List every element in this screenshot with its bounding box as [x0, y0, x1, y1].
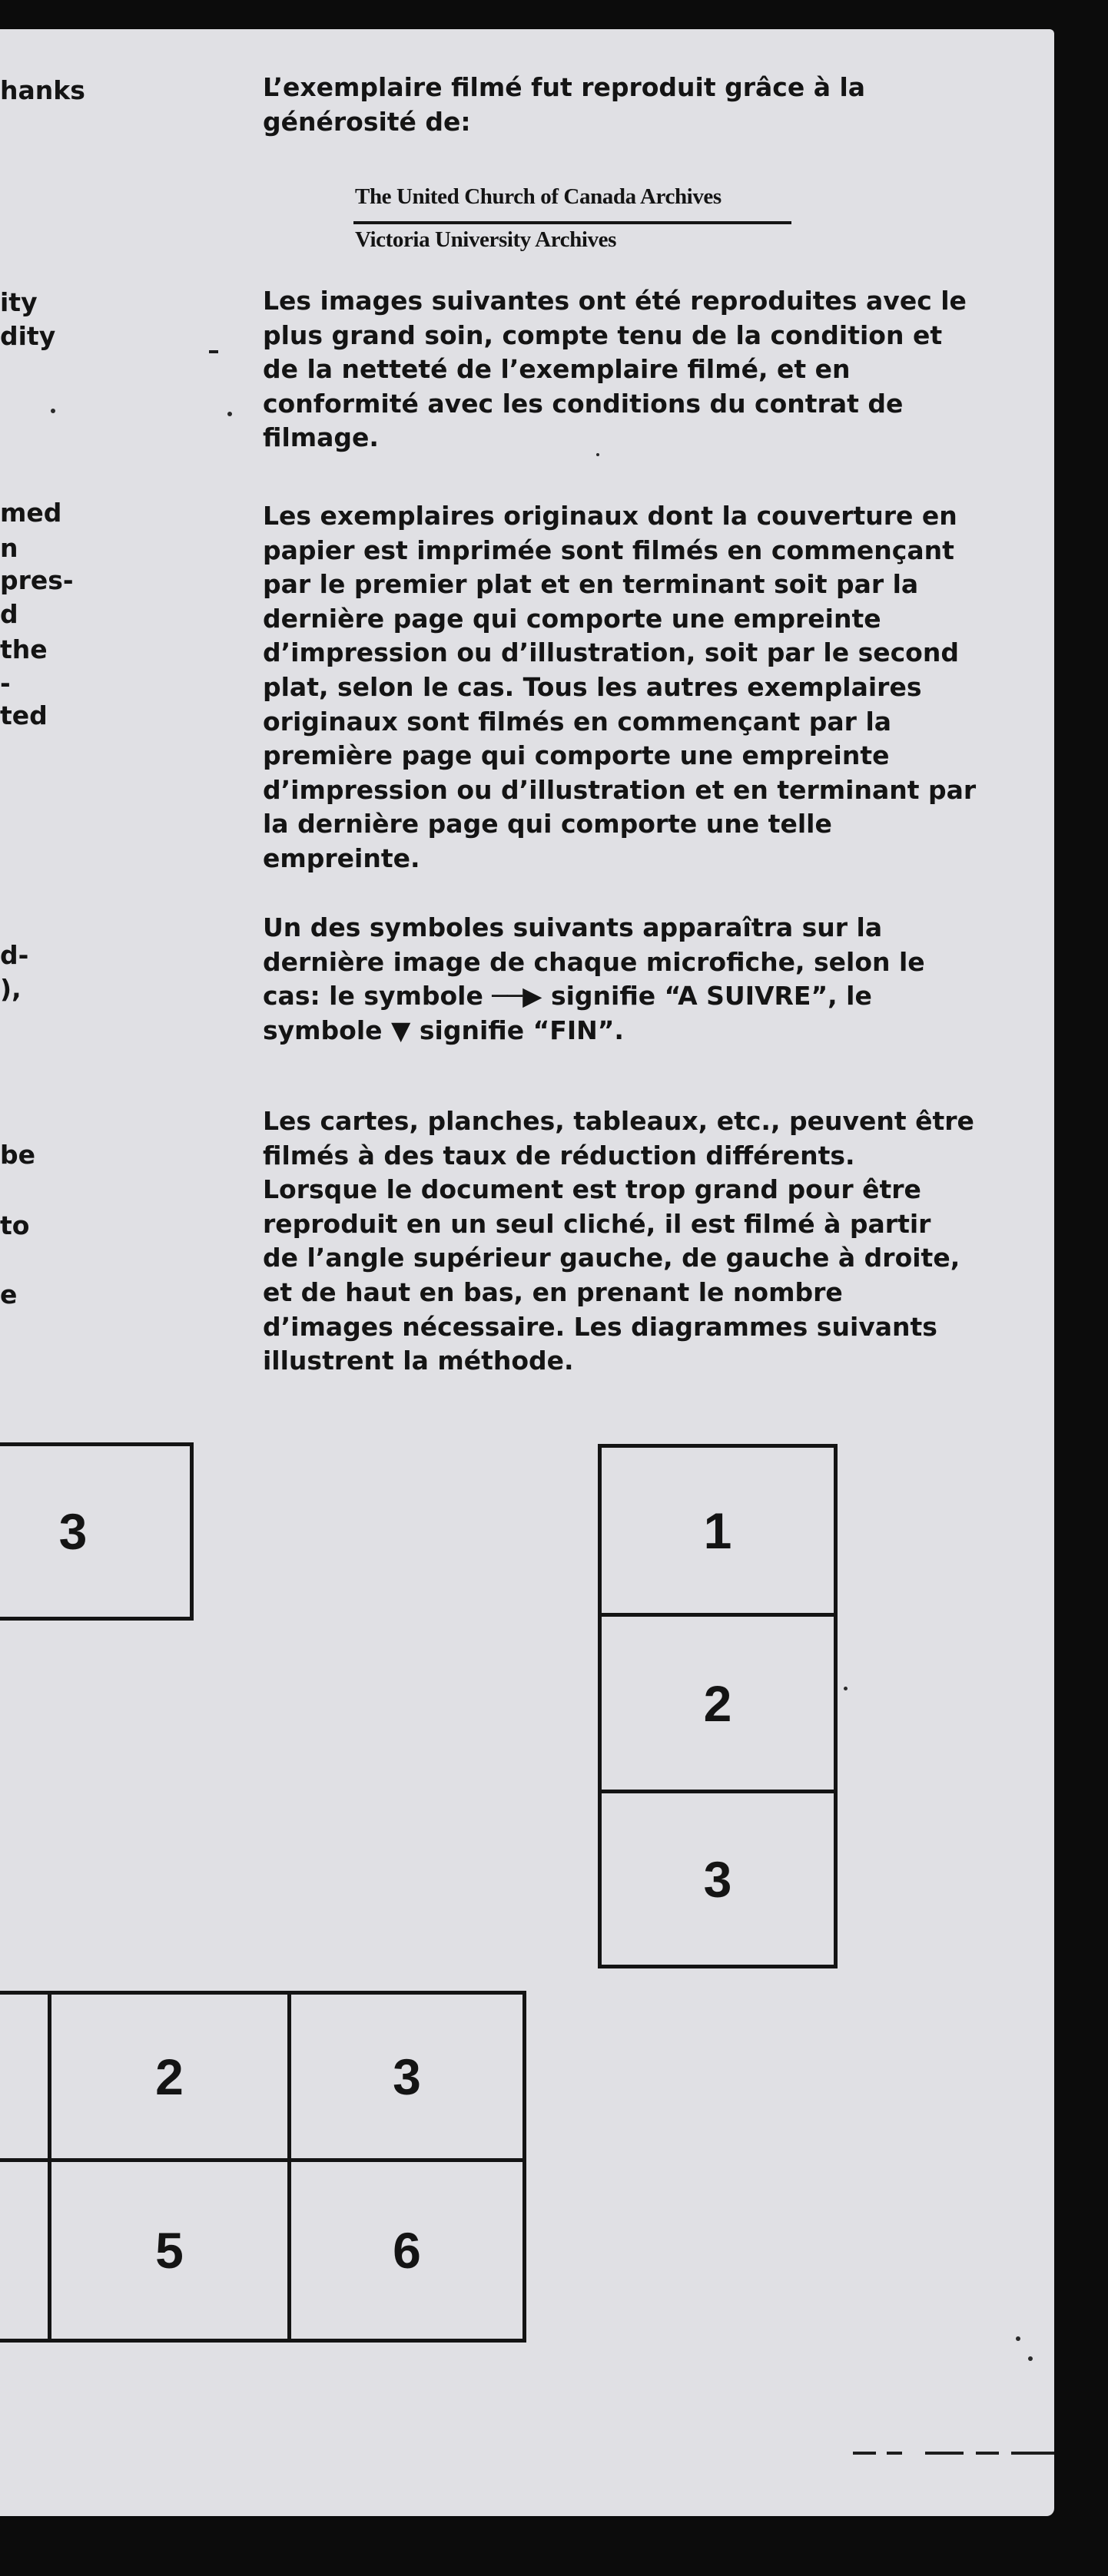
scan-artifact: [51, 409, 55, 413]
cropped-english-column: [0, 29, 100, 1412]
diagram-frame-number: 1: [703, 1502, 732, 1559]
diagram-frame-number: 2: [703, 1674, 732, 1732]
credit-divider: [353, 221, 791, 224]
left-fragment-text: ted: [0, 700, 48, 730]
left-fragment-text: d: [0, 599, 18, 629]
diagram-frame-number: 3: [393, 2048, 421, 2105]
intro-text: L’exemplaire filmé fut reproduit grâce à la générosité de:: [263, 72, 866, 137]
scan-artifact: [887, 2452, 902, 2455]
left-fragment-text: dity: [0, 321, 56, 351]
left-fragment-text: ),: [0, 974, 22, 1004]
paragraph-maps-method: Les cartes, planches, tableaux, etc., peuvent être filmés à des taux de réduction différents. Lorsque le document est trop grand pour être reproduit en un seul cliché, il est filmé à partir de l’angle supérieur gauche, de gauche à droite, et de haut en bas, en prenant le nombre d’images nécessaire. Les diagrammes suivants illustrent la méthode.: [263, 1106, 974, 1376]
microfiche-target-page: [0, 29, 1054, 2516]
diagram-frame-number: 3: [703, 1850, 732, 1908]
scan-artifact: [844, 1687, 848, 1690]
scan-artifact: [1011, 2452, 1054, 2455]
credit-line-church: The United Church of Canada Archives: [355, 184, 722, 209]
scan-artifact: [1028, 2356, 1033, 2361]
credit-line-university: Victoria University Archives: [355, 227, 616, 252]
left-fragment-text: med: [0, 498, 62, 528]
left-fragment-text: hanks: [0, 75, 85, 105]
scan-artifact: [209, 350, 218, 353]
left-fragment-text: e: [0, 1280, 18, 1310]
diagram-frame-number: 2: [155, 2048, 184, 2105]
left-fragment-text: d-: [0, 940, 29, 970]
paragraph-originals: Les exemplaires originaux dont la couverture en papier est imprimée sont filmés en commençant par le premier plat et en terminant soit par la dernière page qui comporte une empreinte d’impression ou d’illustration, soit par le second plat, selon le cas. Tous les autres exemplaires originaux sont filmés en commençant par la première page qui comporte une empreinte d’impression ou d’illustration et en terminant par la dernière page qui comporte une telle empreinte.: [263, 501, 977, 873]
scan-artifact: [925, 2452, 964, 2455]
scan-artifact: [227, 412, 232, 416]
left-fragment-text: be: [0, 1140, 36, 1170]
diagram-frame-number: 6: [393, 2222, 421, 2279]
scan-artifact: [976, 2452, 999, 2455]
paragraph-conditions: Les images suivantes ont été reproduites avec le plus grand soin, compte tenu de la condition et de la netteté de l’exemplaire filmé, et en conformité avec les conditions du contrat de filmage.: [263, 286, 967, 453]
left-fragment-text: -: [0, 668, 11, 698]
scan-artifact: [596, 453, 599, 456]
diagram-frame-number: 3: [58, 1503, 88, 1560]
left-fragment-text: to: [0, 1210, 30, 1240]
left-fragment-text: pres-: [0, 565, 74, 595]
left-fragment-text: n: [0, 533, 18, 563]
scan-artifact: [853, 2452, 876, 2455]
paragraph-symbols: Un des symboles suivants apparaîtra sur la dernière image de chaque microfiche, selon le cas: le symbole ──▶ signifie “A SUIVRE”, le symbole ▼ signifie “FIN”.: [263, 912, 925, 1045]
left-fragment-text: the: [0, 634, 48, 664]
scan-artifact: [1016, 2336, 1020, 2341]
diagram-frame-number: 5: [155, 2222, 184, 2279]
left-fragment-text: ity: [0, 287, 38, 317]
